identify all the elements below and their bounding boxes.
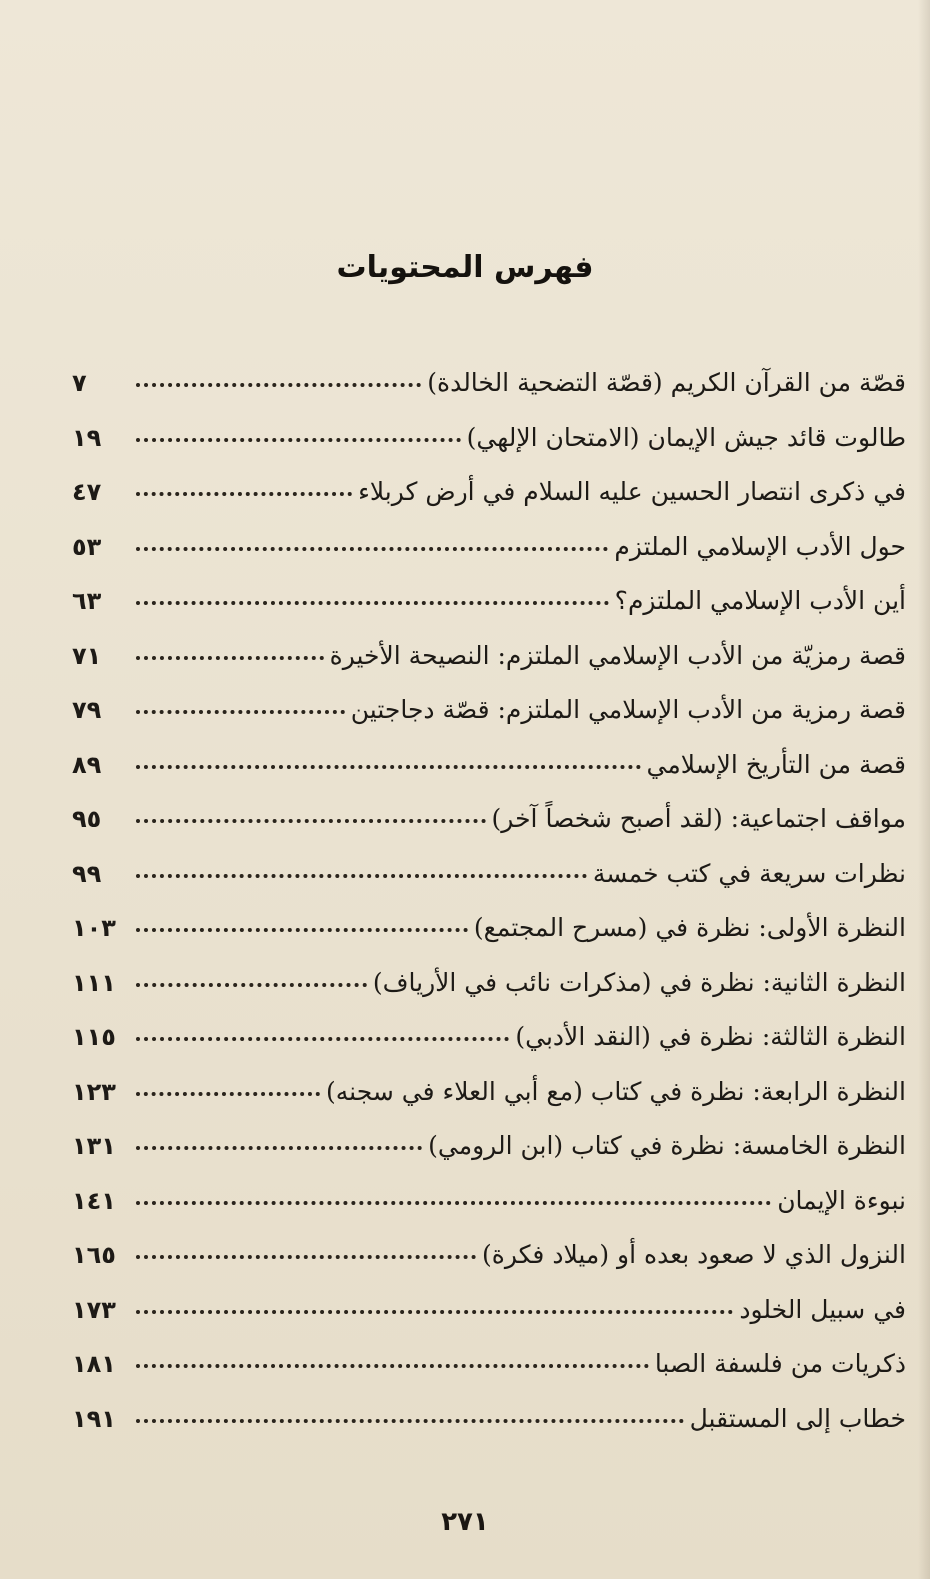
toc-entry — [72, 956, 906, 1011]
dot-leader — [136, 547, 608, 551]
dot-leader — [136, 1092, 320, 1096]
toc-entry — [72, 1228, 906, 1283]
page-edge-shadow — [918, 0, 930, 1579]
page-title: فهرس المحتويات — [336, 250, 594, 285]
toc-entry-page-number: ١٠٣ — [72, 914, 116, 942]
toc-entry-page-number: ٨٩ — [72, 750, 102, 779]
toc-entry-title: ذكريات من فلسفة الصبا — [654, 1349, 906, 1378]
toc-entry-title: قصّة من القرآن الكريم (قصّة التضحية الخالدة) — [427, 368, 906, 397]
toc-entry-title: النظرة الرابعة: نظرة في كتاب (مع أبي العلاء في سجنه) — [326, 1076, 906, 1106]
dot-leader — [136, 1037, 509, 1041]
toc-entry — [72, 1065, 906, 1120]
dot-leader — [136, 656, 324, 660]
toc-entry-title: النظرة الثالثة: نظرة في (النقد الأدبي) — [515, 1022, 906, 1051]
toc-entry-page-number: ١٩ — [72, 423, 102, 452]
toc-entry-title: النظرة الأولى: نظرة في (مسرح المجتمع) — [473, 913, 906, 942]
toc-entry-page-number: ١٧٣ — [72, 1295, 116, 1324]
dot-leader — [136, 1364, 649, 1368]
toc-entry-title: طالوت قائد جيش الإيمان (الامتحان الإلهي) — [466, 422, 906, 452]
dot-leader — [136, 1419, 684, 1423]
toc-entry-page-number: ٤٧ — [72, 478, 102, 506]
toc-entry-page-number: ٥٣ — [72, 532, 102, 561]
dot-leader — [136, 1201, 771, 1205]
toc-entry-title: قصة رمزيّة من الأدب الإسلامي الملتزم: النصيحة الأخيرة — [329, 640, 906, 670]
toc-entry-page-number: ١٤١ — [72, 1186, 116, 1215]
toc-entry — [72, 1283, 906, 1338]
toc-entry — [72, 738, 906, 793]
toc-entry-title: النظرة الخامسة: نظرة في كتاب (ابن الرومي) — [428, 1131, 906, 1160]
toc-entry-page-number: ١١١ — [72, 968, 116, 997]
toc-entry — [72, 356, 906, 411]
toc-entry-page-number: ٧ — [72, 369, 87, 397]
toc-entry — [72, 1010, 906, 1065]
toc-entry — [72, 1392, 906, 1447]
toc-entry — [72, 1174, 906, 1229]
toc-entry-page-number: ٦٣ — [72, 587, 102, 615]
dot-leader — [136, 438, 461, 442]
toc-entry-title: النزول الذي لا صعود بعده أو (ميلاد فكرة) — [481, 1240, 906, 1269]
toc-entry — [72, 629, 906, 684]
toc-entry-title: نبوءة الإيمان — [777, 1185, 906, 1215]
toc-entry-title: قصة رمزية من الأدب الإسلامي الملتزم: قصّة دجاجتين — [350, 695, 906, 724]
dot-leader — [136, 383, 421, 387]
toc-entry-page-number: ١٣١ — [72, 1132, 116, 1160]
dot-leader — [136, 819, 486, 823]
toc-entry-page-number: ١٩١ — [72, 1404, 116, 1433]
toc-entry-page-number: ١٢٣ — [72, 1077, 116, 1106]
toc-entry-page-number: ١٨١ — [72, 1350, 116, 1378]
toc-entry-title: قصة من التأريخ الإسلامي — [646, 749, 906, 779]
toc-entry — [72, 1119, 906, 1174]
toc-entry-title: مواقف اجتماعية: (لقد أصبح شخصاً آخر) — [491, 804, 906, 833]
toc-entry — [72, 574, 906, 629]
toc-entry — [72, 792, 906, 847]
toc-entry — [72, 411, 906, 466]
toc-entry — [72, 465, 906, 520]
toc-entry — [72, 901, 906, 956]
toc-entry-page-number: ٧٩ — [72, 696, 102, 724]
dot-leader — [136, 492, 352, 496]
dot-leader — [136, 1310, 733, 1314]
toc-entry — [72, 1337, 906, 1392]
dot-leader — [136, 1146, 422, 1150]
toc-entry-title: أين الأدب الإسلامي الملتزم؟ — [614, 586, 906, 615]
toc-entry — [72, 847, 906, 902]
dot-leader — [136, 601, 609, 605]
toc-entry-title: النظرة الثانية: نظرة في (مذكرات نائب في الأرياف) — [372, 967, 906, 997]
toc-entry-page-number: ٧١ — [72, 641, 102, 670]
dot-leader — [136, 874, 587, 878]
toc-entry-title: نظرات سريعة في كتب خمسة — [592, 858, 906, 888]
toc-entry-page-number: ٩٥ — [72, 805, 102, 833]
dot-leader — [136, 765, 641, 769]
toc-entry — [72, 520, 906, 575]
toc-entry-title: حول الأدب الإسلامي الملتزم — [614, 531, 906, 561]
page-number: ٢٧١ — [441, 1507, 489, 1537]
toc-entry-page-number: ٩٩ — [72, 859, 102, 888]
dot-leader — [136, 928, 468, 932]
toc-entry — [72, 683, 906, 738]
toc-entry-page-number: ١٦٥ — [72, 1241, 116, 1269]
toc-entry-title: خطاب إلى المستقبل — [689, 1403, 906, 1433]
dot-leader — [136, 710, 345, 714]
toc-entry-title: في سبيل الخلود — [739, 1294, 906, 1324]
dot-leader — [136, 983, 367, 987]
dot-leader — [136, 1255, 476, 1259]
table-of-contents — [72, 356, 906, 1446]
toc-entry-title: في ذكرى انتصار الحسين عليه السلام في أرض كربلاء — [358, 477, 906, 506]
toc-entry-page-number: ١١٥ — [72, 1023, 116, 1051]
